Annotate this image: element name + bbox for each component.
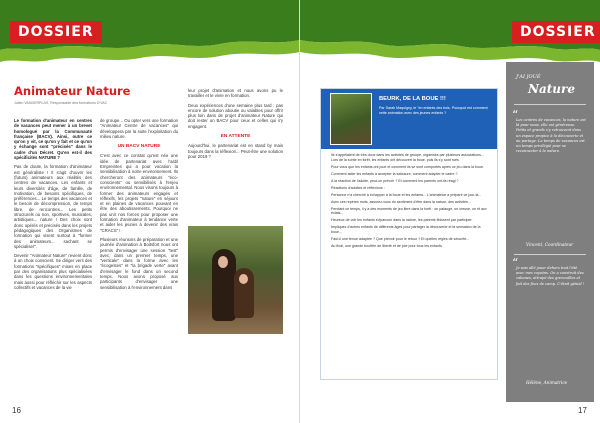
section-label-tab: DOSSIER	[10, 21, 102, 43]
box-intro: Par Sarah Maquigny, le "en enfants des bois. Pourquoi est comment cette animation avec des jeunes enfants ?	[379, 106, 488, 115]
box-body	[331, 153, 489, 251]
column-2-paragraph: Plusieurs réunions de préparation et une journée d'animation à Boitsfort nous ont permis d'envisager une session "test" avec, dans un premier temps, une "verticale" dans la forme avec les "écogestes" et "la brigade verte" avant d'envisager le fond dans un second temps. Nous avons proposé aux participants d'envisager une sensibilisation à l'environnement dans	[100, 236, 178, 290]
box-paragraph: Au final, une grande bouffée de liberté et de joie pour tous les enfants.	[331, 243, 443, 248]
column-3-paragraph: Aujourd'hui, le partenariat est en stand by mais toujours dans la réflexion... Peut-être une solution pour 2019 ?	[188, 143, 283, 159]
column-1-paragraph: Pas de doute, la formation d'animateur est généraliste ! Il s'agit d'ouvrir les (futurs) animateurs aux réalités des centres de vacances. Les enfants et leurs diversités d'âge, de famille, de motivation, de besoins spécifiques, de préférences... Le temps des vacances et le besoin de décompression, de temps libre, de rencontres... Les petits structurels ou non, sportives, musicales, artistiques... nature ! Des choix sont donc opérés et précisés dans les projets pédagogiques des Organismes de formation qui visent surtout à "former des animateurs... sachant se spécialiser".	[14, 164, 92, 249]
sidebar-signature-1: Vincent, Coordinateur	[526, 242, 574, 247]
sidebar-title: Nature	[528, 82, 575, 96]
box-paragraph: Avec ces repères mots, assurez-vous du sentiment d'être dans la nature, des activités...	[331, 199, 471, 204]
photo-face-child	[239, 274, 248, 284]
article-byline: Julien VANDERPLAS, Responsable des formations D'VAC	[14, 101, 108, 105]
subheading-bacv-nature: UN BACV NATURE	[117, 144, 161, 150]
open-quote-icon: “	[512, 108, 519, 122]
box-forest-photo	[330, 93, 372, 145]
box-paragraph: Pour vous que les enfants ont joué et comment ils se sont comportés après ce jeu dans la boue.	[331, 164, 485, 169]
column-3-paragraph: Deux expériences d'une semaine plus tard : pas encore de solution aboutie ou valables pour offrir plus loin dans de projet d'animateur Nature qui doit rester un BACV pour ceux et celles qui s'y engagent.	[188, 102, 283, 129]
header-band-left	[0, 0, 300, 62]
photo-face-adult	[218, 256, 228, 268]
testimony-sidebar	[506, 62, 594, 402]
column-2	[100, 118, 178, 294]
box-paragraph: A la réaction de l'adulte, peut-on prévoir ? Et comment les parents ont-ils réagi ?	[331, 178, 459, 183]
article-headline: Animateur Nature	[14, 84, 131, 98]
sidebar-testimony-1: Les centres de vacances, la nature est là pour nous, elle est généreuse. Petits et grands s'y retrouvent dans un espace propice à la découverte et au partage. Le temps de vacances est un temps privilégié pour se reconnecter à la nature.	[516, 118, 586, 154]
box-title: BEURK, DE LA BOUE !!!	[379, 96, 446, 102]
box-paragraph: Réactions d'adultes et réflexions :	[331, 185, 385, 190]
box-paragraph: Personne n'a cherché à échapper à la boue et les enfants... L'animatrice a préparé ce jour-là...	[331, 192, 482, 197]
column-1	[14, 118, 92, 294]
box-paragraph: Comment aider les enfants à accepter la salissure, comment adapter le cadre ?	[331, 171, 458, 176]
subheading-en-attente: EN ATTENTE	[220, 134, 251, 140]
section-label-tab: DOSSIER	[512, 21, 600, 43]
box-paragraph: Faut-il une tenue adaptée ? Que prévoir pour le retour ? Et quelles règles de sécurité...	[331, 236, 470, 241]
sidebar-divider	[514, 254, 586, 255]
column-3	[188, 88, 283, 163]
page-number-right: 17	[578, 406, 587, 415]
box-paragraph: Heureux de voir les enfants s'épanouir dans la nature, les parents finissent par participer.	[331, 218, 473, 222]
article-lead: Le formation d'animateur en centres de vacances peut mener à un brevet homologué par la Communauté française (BACV). Ainsi, outre ce qu'on y vit, ce qu'on y fait et ce qu'on y échange sont "précisés" dans le cadre d'un Décret. Qu'en est-il des spécificités NATURE ?	[14, 118, 92, 161]
column-2-paragraph: de groupe... Ou opter vers une formation "Animateur Centre de vacances" qui développera par la suite l'exploitation du milieu nature.	[100, 118, 178, 139]
page-number-left: 16	[12, 406, 21, 415]
box-paragraph: Pendant ce temps, il y a des moments de jeu libre dans la forêt : on patauge, on creuse, on rit aux éclats...	[331, 206, 487, 215]
box-paragraph: Impliquez d'autres enfants de différents âges pour partager la découverte et la sensation de la boue...	[331, 225, 481, 234]
column-2-paragraph: C'est avec ce constat qu'est née une idée de partenariat avec l'asbl Empreintes qui a pour vocation la sensibilisation à notre environnement. Ils chercheront des animateurs "éco-conscients" ou sensibilisés à l'enjeu environnemental. Nous visons toujours à former des animateurs engagés et réflexifs, les projets "nature" en séjours et en plaines de vacances pouvant en être des aboutissements. Pourquoi ne pas unir nos forces pour proposer une formation d'animateur à tendance verte et aider les jeunes à devenir des vrais "CRACS" !	[100, 153, 178, 233]
column-1-paragraph: Devenir "Animateur Nature" revient donc à un choix conscient. Se diriger vers des formations "spécifiques" mises en place par des organisations plus spécialisées dans les questions environnementales mais aussi pour réfléchir sur les aspects collectifs et vacances de la vie	[14, 253, 92, 290]
box-paragraph: Ils s'appelaient de très doux dans les activités de groupe, organisés par plusieurs associations... Lors de la sortie en forêt, les enfants ont découvert la boue, puis ils s'y sont rués.	[331, 153, 484, 162]
sidebar-testimony-2: Je suis allé jouer dehors tout l'été avec mes copains. On a construit des cabanes, attrapé des grenouilles et fait des feux de camp. C'était génial !	[516, 266, 585, 286]
column-3-paragraph: leur projet d'animation et nous avons pu le travailler et le vivre en formation.	[188, 88, 283, 99]
sidebar-kicker: J'AI JOUÉ	[516, 74, 541, 80]
sidebar-signature-2: Hélène, Animatrice	[526, 380, 568, 385]
open-quote-icon: “	[512, 256, 519, 270]
sidebar-divider	[514, 104, 586, 105]
header-band-right	[300, 0, 600, 62]
